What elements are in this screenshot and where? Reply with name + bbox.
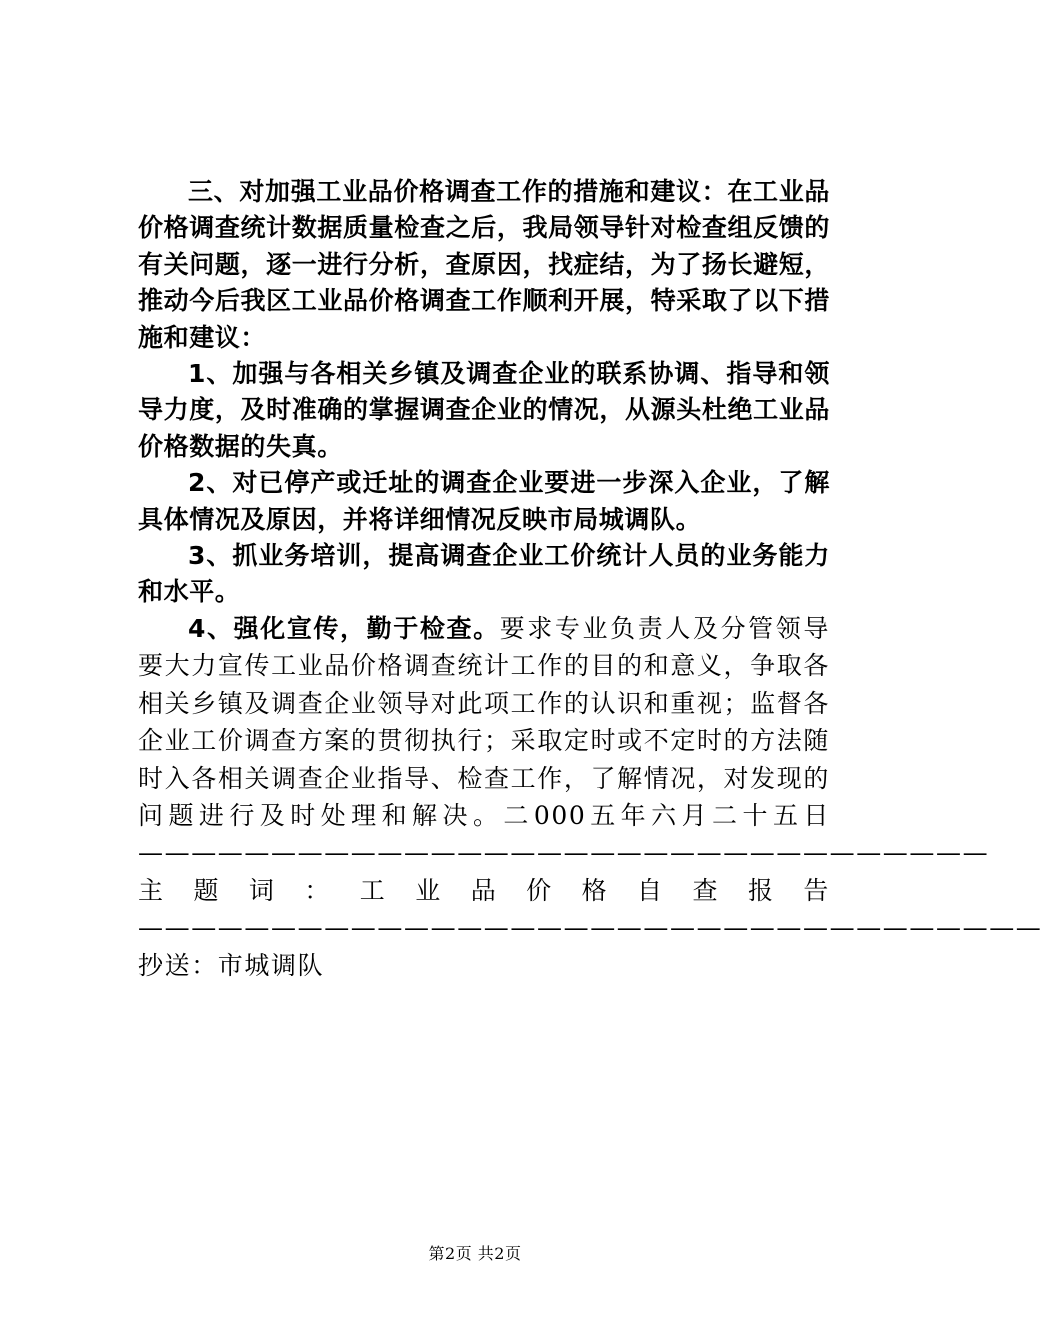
paragraph-item-3: 3、抓业务培训，提高调查企业工价统计人员的业务能力和水平。: [138, 541, 830, 607]
paragraph-item-2: 2、对已停产或迁址的调查企业要进一步深入企业，了解具体情况及原因，并将详细情况反映市局城调队。: [138, 468, 830, 534]
item-4-content: 要求专业负责人及分管领导要大力宣传工业品价格调查统计工作的目的和意义，争取各相关乡镇及调查企业领导对此项工作的认识和重视；监督各企业工价调查方案的贯彻执行；采取定时或不定时的方法随时入各相关调查企业指导、检查工作，了解情况，对发现的问题进行及时处理和解决。二000五年六月二十五日————————————————————————————————主题词：工业品价格自查报告——————————————————————————————————抄送：市城调队: [138, 613, 1042, 980]
item-4-heading: 4、强化宣传，勤于检查。: [188, 613, 500, 643]
paragraph-item-1: 1、加强与各相关乡镇及调查企业的联系协调、指导和领导力度，及时准确的掌握调查企业的情况，从源头杜绝工业品价格数据的失真。: [138, 359, 830, 461]
page-footer: 第2页 共2页: [428, 1244, 522, 1263]
paragraph-item-4: [138, 611, 1042, 985]
document-body: [138, 174, 1042, 985]
paragraph-measures-intro: 三、对加强工业品价格调查工作的措施和建议：在工业品价格调查统计数据质量检查之后，我局领导针对检查组反馈的有关问题，逐一进行分析，查原因，找症结，为了扬长避短，推动今后我区工业品价格调查工作顺利开展，特采取了以下措施和建议：: [138, 177, 830, 352]
